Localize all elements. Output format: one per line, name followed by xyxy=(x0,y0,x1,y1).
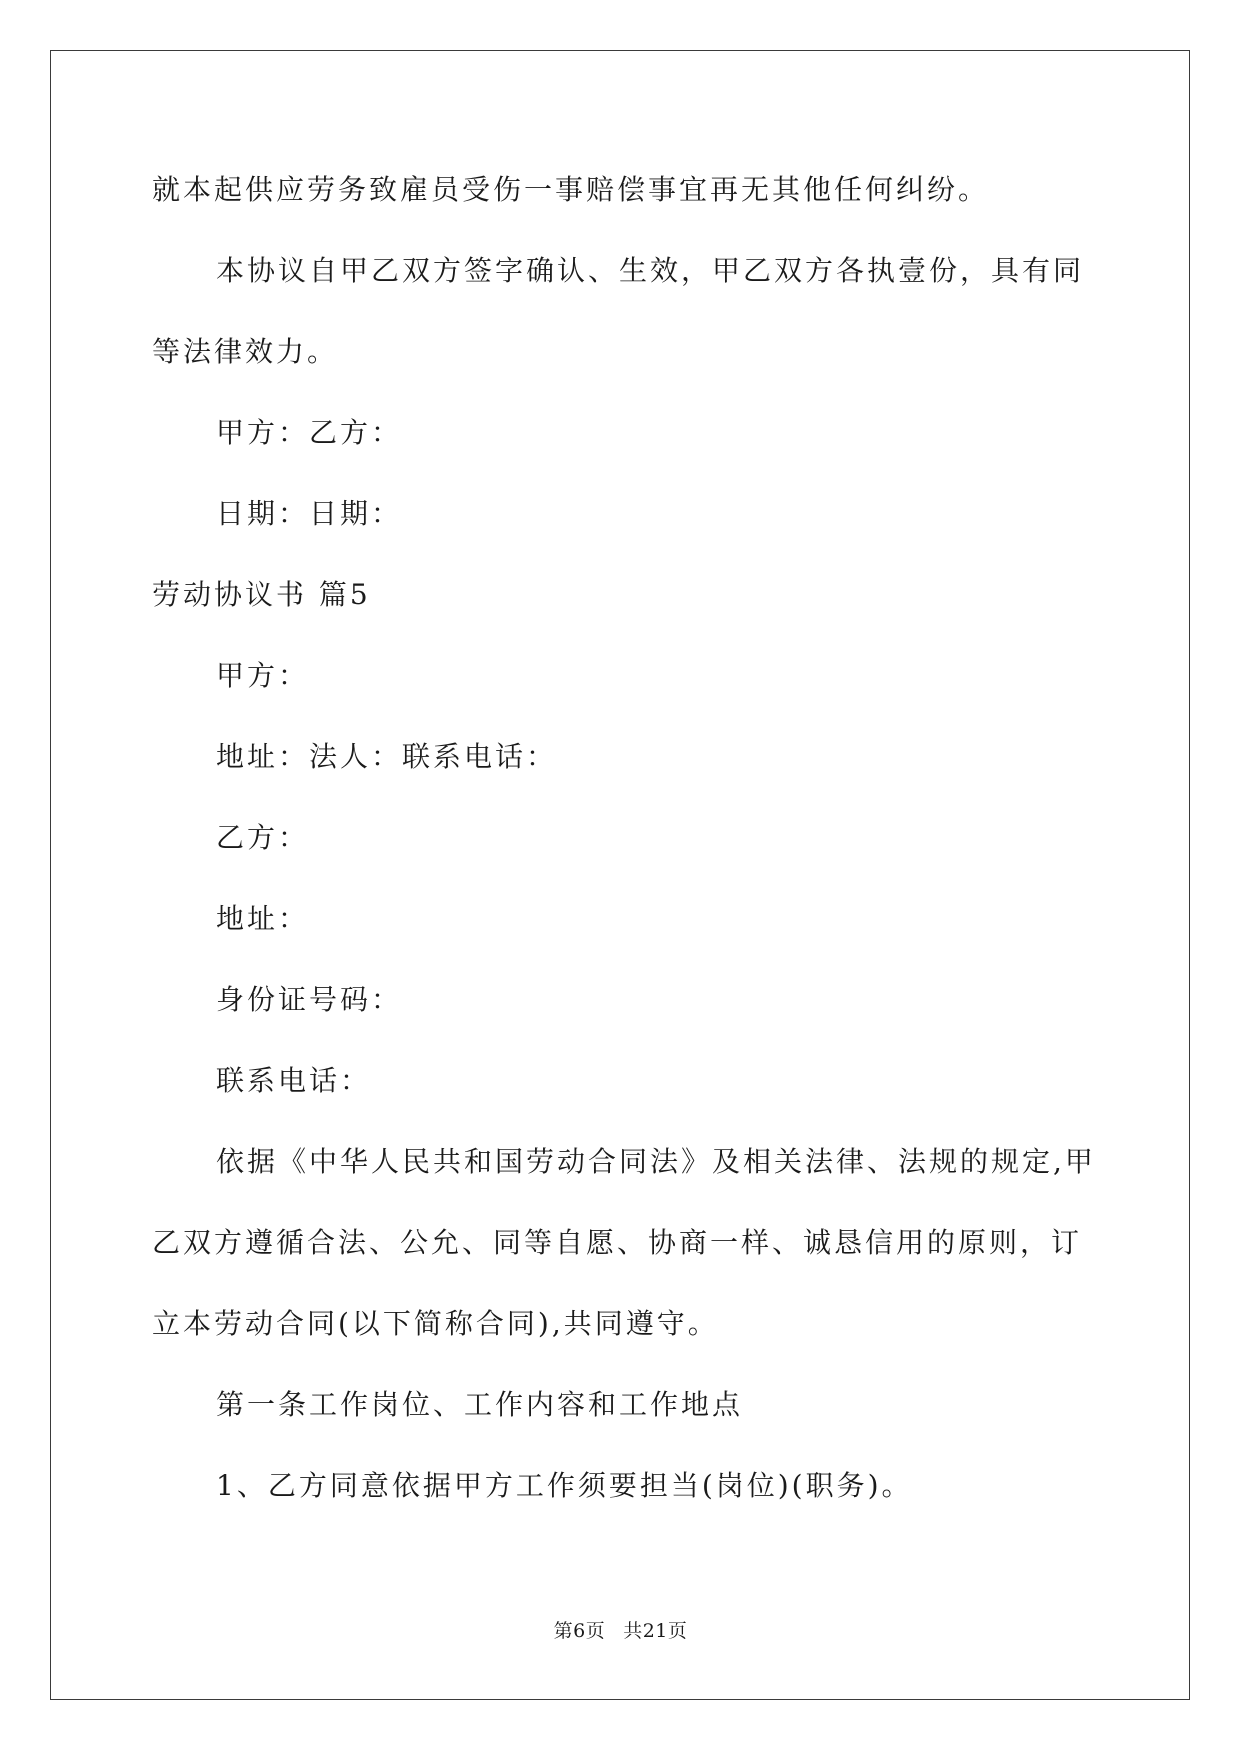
text-line: 乙方： xyxy=(216,821,310,854)
text-line: 乙双方遵循合法、公允、同等自愿、协商一样、诚恳信用的原则，订 xyxy=(152,1226,1083,1259)
text-line: 依据《中华人民共和国劳动合同法》及相关法律、法规的规定,甲 xyxy=(216,1145,1096,1178)
text-line: 联系电话： xyxy=(216,1064,372,1097)
page-number: 第6页 xyxy=(553,1620,606,1642)
text-line: 等法律效力。 xyxy=(152,335,339,368)
text-line: 1、乙方同意依据甲方工作须要担当(岗位)(职务)。 xyxy=(216,1469,913,1502)
text-line: 立本劳动合同(以下简称合同),共同遵守。 xyxy=(152,1307,719,1340)
text-line: 地址： xyxy=(216,902,310,935)
page-border xyxy=(50,50,1190,1700)
page-footer xyxy=(0,1616,1241,1643)
text-line: 甲方：乙方： xyxy=(216,416,403,449)
text-line: 日期：日期： xyxy=(216,497,403,530)
text-line: 本协议自甲乙双方签字确认、生效，甲乙双方各执壹份，具有同 xyxy=(216,254,1085,287)
section-heading: 劳动协议书 篇5 xyxy=(152,578,371,611)
page-total: 共21页 xyxy=(623,1620,688,1642)
text-line: 地址：法人：联系电话： xyxy=(216,740,558,773)
text-line: 身份证号码： xyxy=(216,983,403,1016)
text-line: 第一条工作岗位、工作内容和工作地点 xyxy=(216,1388,744,1421)
text-line: 甲方： xyxy=(216,659,310,692)
text-line: 就本起供应劳务致雇员受伤一事赔偿事宜再无其他任何纠纷。 xyxy=(152,173,990,206)
